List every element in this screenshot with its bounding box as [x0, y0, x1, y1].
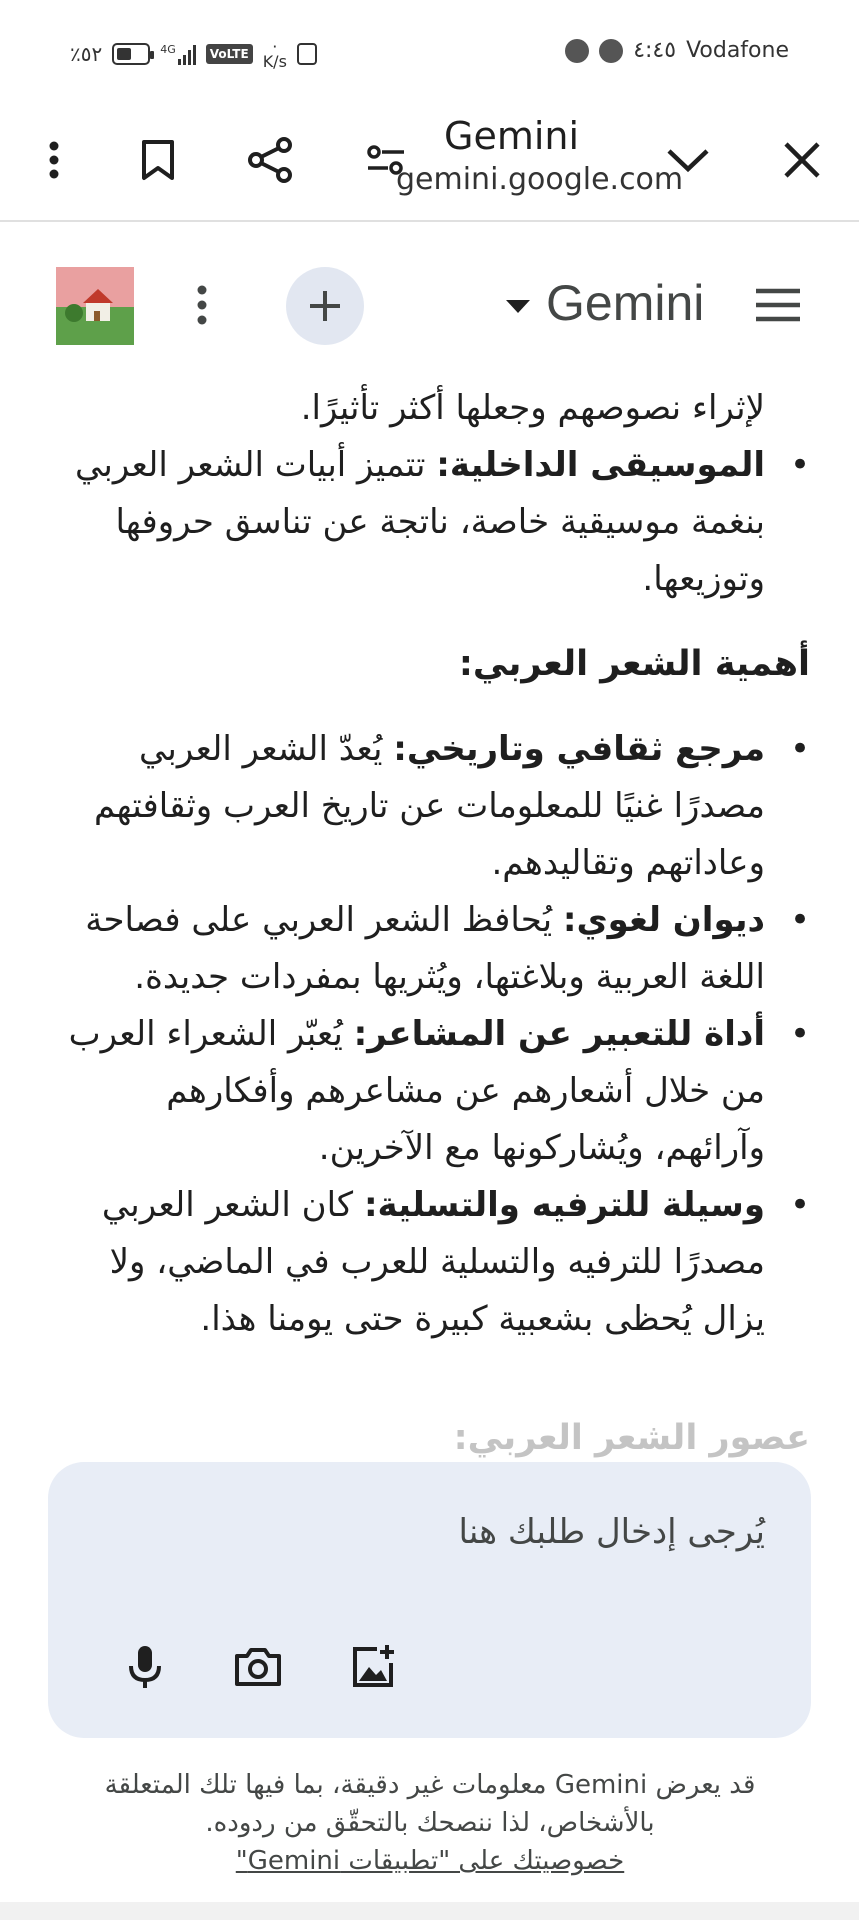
bullet-title: الموسيقى الداخلية: — [436, 445, 765, 485]
list-item — [50, 437, 765, 608]
battery-fill — [117, 48, 131, 60]
more-vert-icon[interactable] — [196, 284, 208, 330]
privacy-link[interactable]: خصوصيتك على "تطبيقات Gemini" — [235, 1846, 625, 1876]
prompt-input[interactable]: يُرجى إدخال طلبك هنا — [458, 1512, 765, 1552]
carrier: Vodafone — [686, 38, 789, 63]
list-item — [50, 1006, 765, 1177]
nav-bar — [0, 1902, 859, 1920]
battery-percent: ٪٥٢ — [70, 42, 103, 66]
volte-badge: VoLTE — [206, 44, 253, 64]
camera-icon[interactable] — [223, 1632, 293, 1702]
messenger-icon — [565, 39, 589, 63]
status-bar — [0, 0, 859, 100]
net-speed-unit: K/s — [262, 52, 287, 71]
bullet-text: يُعدّ الشعر العربي مصدرًا غنيًا للمعلومات عن تاريخ العرب وثقافتهم وعاداتهم وتقاليدهم. — [93, 729, 765, 883]
caret-down-icon[interactable] — [506, 300, 530, 313]
page-title[interactable]: Gemini — [444, 114, 580, 158]
lead-line: لإثراء نصوصهم وجعلها أكثر تأثيرًا. — [300, 388, 765, 428]
clock: ٤:٤٥ — [633, 38, 677, 63]
mic-icon[interactable] — [110, 1632, 180, 1702]
more-vert-icon[interactable] — [22, 128, 86, 192]
signal-icon — [160, 43, 196, 65]
list-item — [50, 892, 765, 1006]
network-type: 4G — [160, 43, 176, 56]
page-domain-text: gemini.google.com — [396, 162, 684, 197]
bullet-title: وسيلة للترفيه والتسلية: — [363, 1185, 765, 1225]
features-list — [50, 437, 810, 608]
page-domain[interactable] — [396, 162, 684, 197]
app-title[interactable]: Gemini — [546, 275, 705, 331]
close-icon[interactable] — [770, 128, 834, 192]
chat-icon — [599, 39, 623, 63]
browser-toolbar — [0, 100, 859, 222]
disclaimer — [60, 1766, 800, 1880]
section-heading: أهمية الشعر العربي: — [458, 644, 810, 684]
bullet-text: تتميز أبيات الشعر العربي بنغمة موسيقية خاصة، ناتجة عن تناسق حروفها وتوزيعها. — [75, 445, 765, 599]
add-image-icon[interactable] — [338, 1632, 408, 1702]
disclaimer-text: قد يعرض Gemini معلومات غير دقيقة، بما فيها تلك المتعلقة بالأشخاص، لذا ننصحك بالتحقّق من ردوده. — [104, 1770, 756, 1838]
bookmark-icon[interactable] — [126, 128, 190, 192]
net-speed-value: ٠ — [270, 36, 280, 55]
prompt-card[interactable] — [48, 1462, 811, 1738]
bullet-text: يُحافظ الشعر العربي على فصاحة اللغة العربية وبلاغتها، ويُثريها بمفردات جديدة. — [85, 900, 765, 997]
menu-icon[interactable] — [756, 288, 800, 326]
list-item — [50, 721, 765, 892]
response-content — [50, 380, 810, 1348]
nfc-icon — [297, 43, 317, 65]
bullet-text: يُعبّر الشعراء العرب من خلال أشعارهم عن مشاعرهم وأفكارهم وآرائهم، ويُشاركونها مع الآخرين. — [68, 1014, 765, 1168]
bullet-title: ديوان لغوي: — [562, 900, 765, 940]
share-icon[interactable] — [238, 128, 302, 192]
chevron-down-icon[interactable] — [656, 128, 720, 192]
bullet-text: كان الشعر العربي مصدرًا للترفيه والتسلية للعرب في الماضي، ولا يزال يُحظى بشعبية كبيرة حتى يومنا هذا. — [101, 1185, 765, 1339]
status-left — [70, 38, 317, 70]
importance-list — [50, 721, 810, 1348]
new-chat-button[interactable] — [286, 267, 364, 345]
app-header — [0, 222, 859, 372]
list-item — [50, 1177, 765, 1348]
next-section-heading: عصور الشعر العربي: — [453, 1418, 810, 1458]
status-right — [565, 38, 789, 63]
bullet-title: مرجع ثقافي وتاريخي: — [393, 729, 765, 769]
plus-icon — [306, 287, 344, 325]
net-speed — [263, 38, 287, 70]
bullet-title: أداة للتعبير عن المشاعر: — [353, 1014, 765, 1054]
battery-icon — [112, 43, 150, 65]
avatar[interactable] — [56, 267, 134, 345]
